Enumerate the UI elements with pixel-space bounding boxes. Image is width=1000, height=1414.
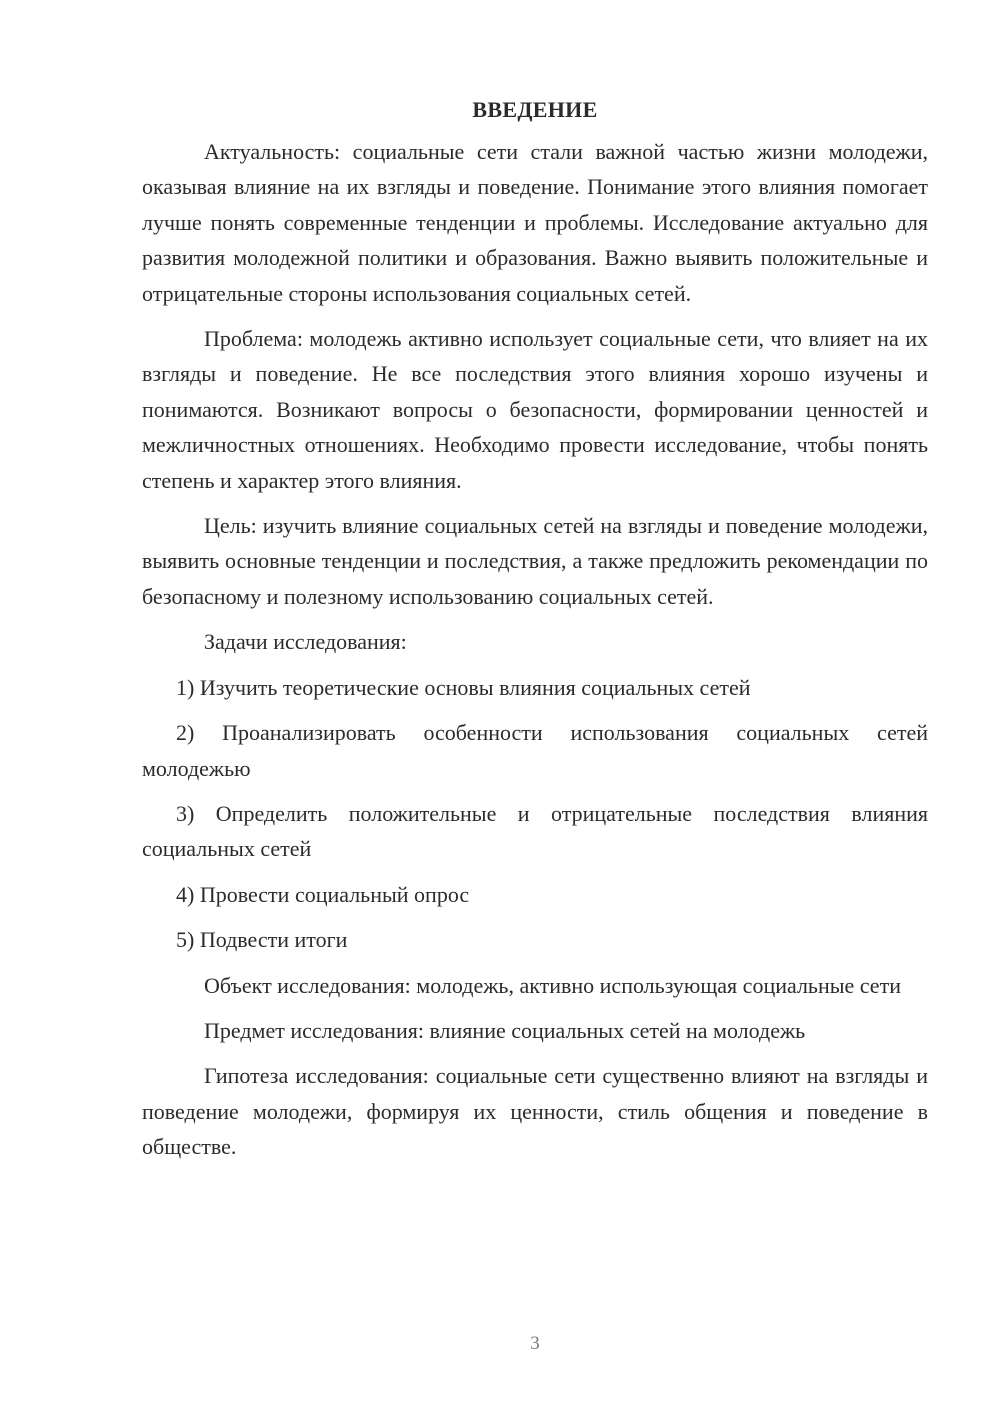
goal-paragraph: Цель: изучить влияние социальных сетей на взгляды и поведение молодежи, выявить основные тенденции и последствия, а также предложить рекомендации по безопасному и полезному использованию социальных сетей. [142,513,928,609]
task-item-2: 2) Проанализировать особенности использования социальных сетей молодежью [142,720,928,781]
page-content [142,92,928,1175]
task-item-3: 3) Определить положительные и отрицательные последствия влияния социальных сетей [142,800,928,862]
page-number: 3 [530,1333,540,1354]
page-title: ВВЕДЕНИЕ [472,97,598,122]
relevance-paragraph: Актуальность: социальные сети стали важной частью жизни молодежи, оказывая влияние на их взгляды и поведение. Понимание этого влияния помогает лучше понять современные тенденции и проблемы. Исследование актуально для развития молодежной политики и образования. Важно выявить положительные и отрицательные стороны использования социальных сетей. [142,139,928,306]
subject-paragraph: Предмет исследования: влияние социальных сетей на молодежь [204,1017,806,1043]
task-item-1: 1) Изучить теоретические основы влияния социальных сетей [176,674,751,700]
hypothesis-paragraph: Гипотеза исследования: социальные сети существенно влияют на взгляды и поведение молодежи, формируя их ценности, стиль общения и поведение в обществе. [142,1063,928,1160]
task-item-4: 4) Провести социальный опрос [176,881,470,907]
object-paragraph: Объект исследования: молодежь, активно использующая социальные сети [204,972,901,998]
problem-paragraph: Проблема: молодежь активно использует социальные сети, что влияет на их взгляды и поведение. Не все последствия этого влияния хорошо изучены и понимаются. Возникают вопросы о безопасности, формировании ценностей и межличностных отношениях. Необходимо провести исследование, чтобы понять степень и характер этого влияния. [142,326,928,493]
task-item-5: 5) Подвести итоги [176,927,348,953]
tasks-heading: Задачи исследования: [204,629,407,655]
